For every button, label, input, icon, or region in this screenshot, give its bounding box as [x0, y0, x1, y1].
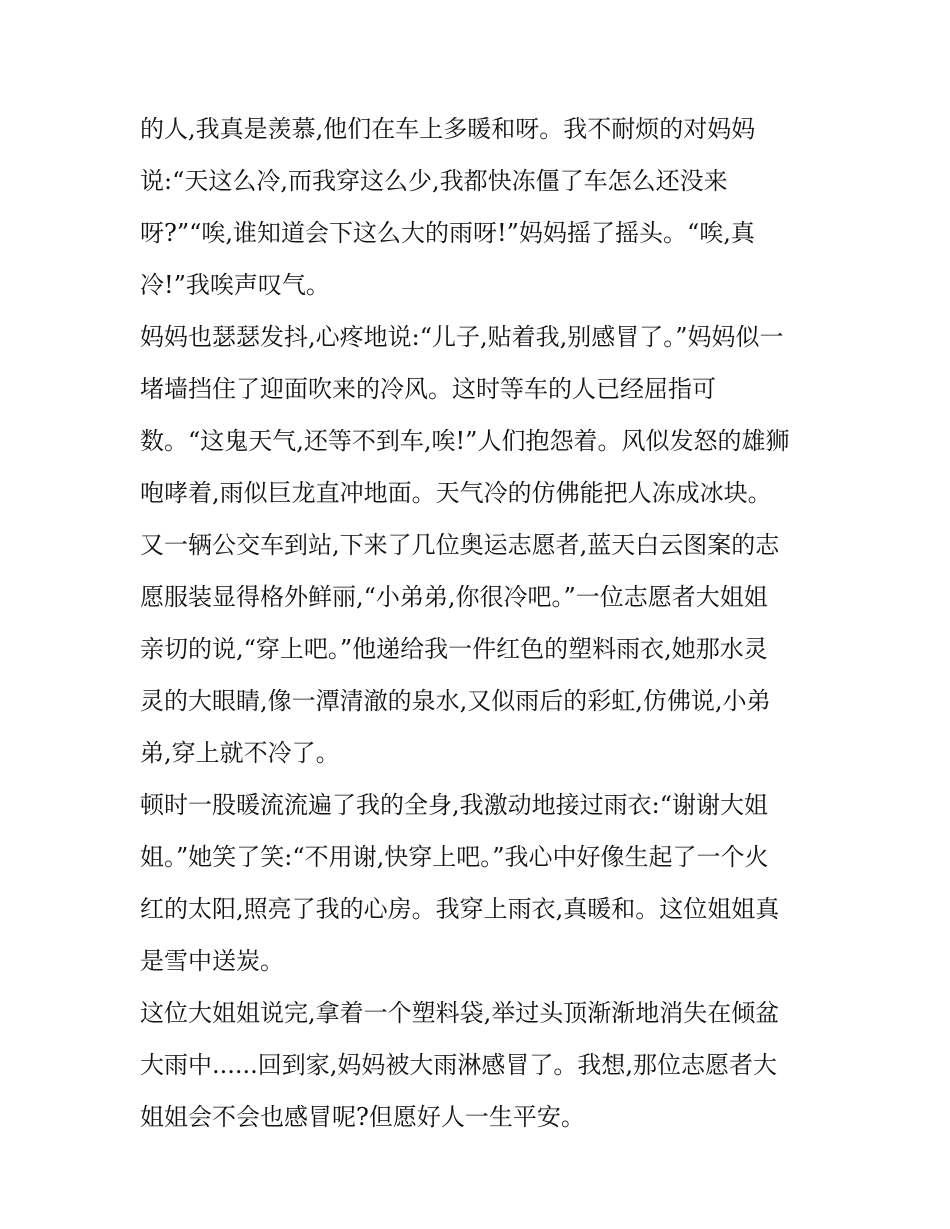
text-line-7: 数。“这鬼天气,还等不到车,唉!”人们抱怨着。风似发怒的雄狮 [140, 427, 790, 455]
text-line-19: 大雨中......回到家,妈妈被大雨淋感冒了。我想,那位志愿者大 [140, 1051, 778, 1079]
text-line-20: 姐姐会不会也感冒呢?但愿好人一生平安。 [140, 1103, 585, 1131]
text-line-6: 堵墙挡住了迎面吹来的冷风。这时等车的人已经屈指可 [140, 375, 716, 403]
text-line-1: 的人,我真是羡慕,他们在车上多暖和呀。我不耐烦的对妈妈 [140, 115, 756, 143]
text-line-13: 弟,穿上就不冷了。 [140, 739, 340, 767]
text-line-11: 亲切的说,“穿上吧。”他递给我一件红色的塑料雨衣,她那水灵 [140, 635, 768, 663]
text-line-10: 愿服装显得格外鲜丽,“小弟弟,你很冷吧。”一位志愿者大姐姐 [140, 583, 768, 611]
text-line-14: 顿时一股暖流流遍了我的全身,我激动地接过雨衣:“谢谢大姐 [140, 791, 768, 819]
document-body [140, 103, 808, 1143]
text-line-9: 又一辆公交车到站,下来了几位奥运志愿者,蓝天白云图案的志 [140, 531, 780, 559]
text-line-4: 冷!”我唉声叹气。 [140, 271, 330, 299]
text-line-8: 咆哮着,雨似巨龙直冲地面。天气冷的仿佛能把人冻成冰块。 [140, 479, 772, 507]
text-line-3: 呀?”“唉,谁知道会下这么大的雨呀!”妈妈摇了摇头。“唉,真 [140, 219, 755, 247]
text-line-17: 是雪中送炭。 [140, 947, 284, 975]
text-line-2: 说:“天这么冷,而我穿这么少,我都快冻僵了车怎么还没来 [140, 167, 728, 195]
text-line-15: 姐。”她笑了笑:“不用谢,快穿上吧。”我心中好像生起了一个火 [140, 843, 769, 871]
text-line-16: 红的太阳,照亮了我的心房。我穿上雨衣,真暖和。这位姐姐真 [140, 895, 780, 923]
text-line-5: 妈妈也瑟瑟发抖,心疼地说:“儿子,贴着我,别感冒了。”妈妈似一 [140, 323, 784, 351]
text-line-12: 灵的大眼睛,像一潭清澈的泉水,又似雨后的彩虹,仿佛说,小弟 [140, 687, 771, 715]
text-line-18: 这位大姐姐说完,拿着一个塑料袋,举过头顶渐渐地消失在倾盆 [140, 999, 780, 1027]
